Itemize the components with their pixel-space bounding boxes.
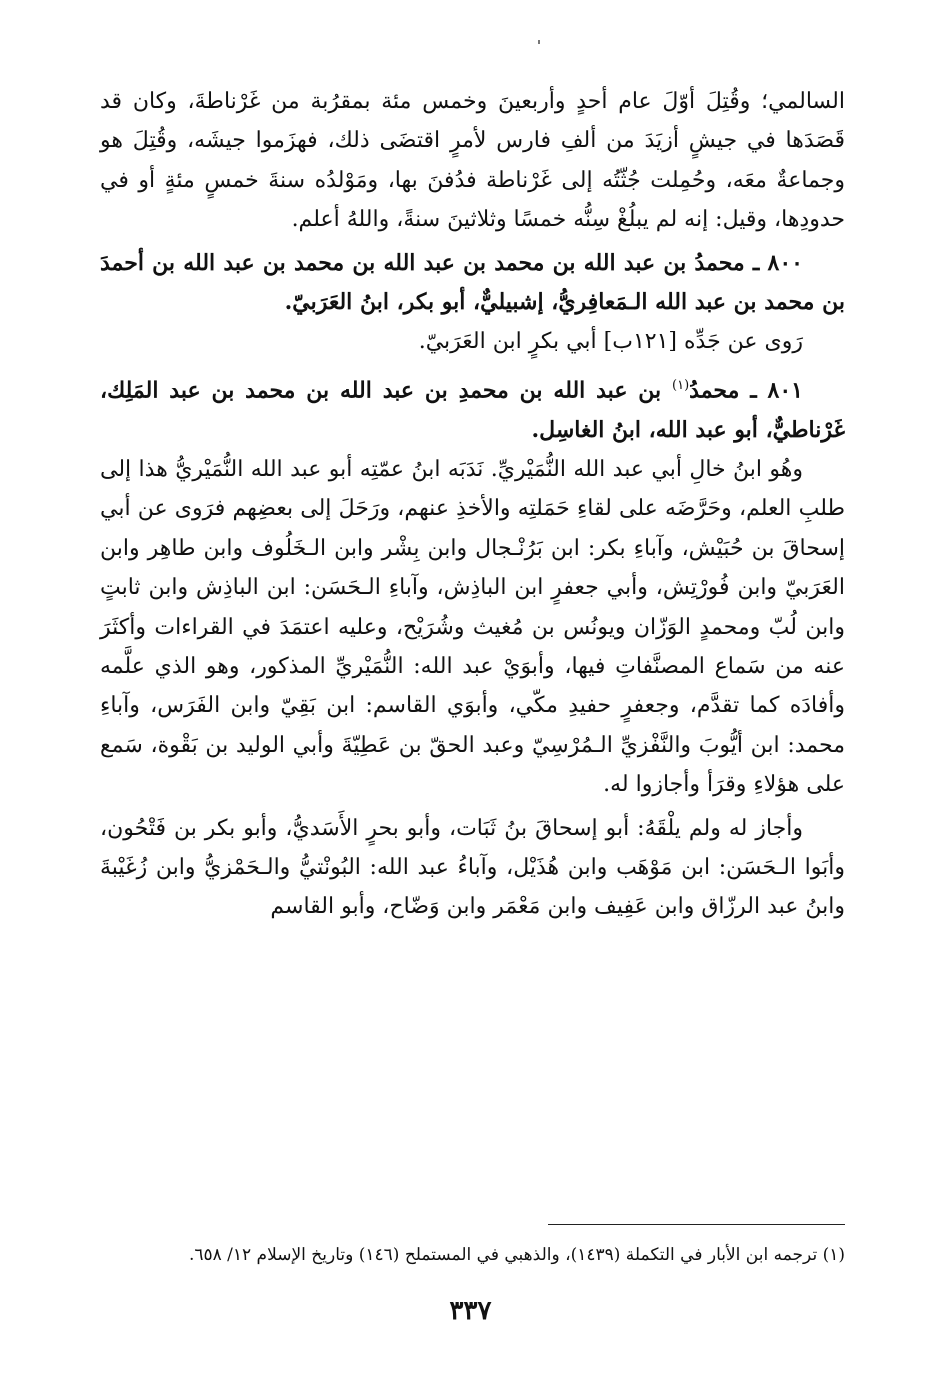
top-speck	[538, 40, 540, 44]
page-number: ٣٣٧	[449, 1296, 492, 1326]
entry-heading-800: ٨٠٠ ـ محمدُ بن عبد الله بن محمد بن عبد الله بن محمد بن عبد الله بن أحمدَ بن محمد بن عبد الله الـمَعافِريُّ، إشبيليٌّ، أبو بكر، ابنُ العَرَبيّ.	[100, 249, 845, 316]
paragraph-801-licenses: وأجاز له ولم يلْقَهُ: أبو إسحاقَ بنُ ثَبَات، وأبو بحرٍ الأَسَديُّ، وأبو بكر بن فَتْحُون، وأبَوا الـحَسَن: ابن مَوْهَب وابن هُذَيْل، وآباءُ عبد الله: البُونْتيُّ والـحَمْزيُّ وابن زُغَيْبةَ وابنُ عبد الرزّاق وابن عَفِيف وابن مَعْمَر وابن وَضّاح، وأبو القاسم	[100, 815, 845, 920]
entry-801-lineage: بن عبد الله بن محمدِ بن عبد الله بن محمد بن عبد المَلِك، غَرْناطيٌّ، أبو عبد الله، ابنُ الغاسِل.	[100, 377, 845, 443]
footnote-divider	[548, 1224, 845, 1225]
entry-heading-801	[100, 366, 845, 450]
paragraph-continuation: السالمي؛ وقُتِلَ أوّلَ عام أحدٍ وأربعينَ وخمس مئة بمقرُبة من غَرْناطةَ، وكان قد قَصَدَها في جيشٍ أزيَدَ من ألفِ فارس لأمرٍ اقتضَى ذلك، فهزَموا جيشَه، وقُتِلَ هو وجماعةٌ معَه، وحُمِلت جُثّتُه إلى غَرْناطة فدُفنَ بها، ومَوْلدُه سنةَ خمسٍ مئةٍ أو في حدودِها، وقيل: إنه لم يبلُغْ سِنُّه خمسًا وثلاثينَ سنةً، واللهُ أعلم.	[100, 89, 845, 233]
main-text	[100, 82, 845, 927]
footnote: (١) ترجمه ابن الأبار في التكملة (١٤٣٩)، والذهبي في المستملح (١٤٦) وتاريخ الإسلام ١٢/ ٦٥٨.	[188, 1245, 845, 1265]
paragraph-800: رَوى عن جَدِّه [١٢١ب] أبي بكرٍ ابن العَرَبيّ.	[418, 329, 803, 355]
footnote-reference: (١)	[672, 377, 690, 393]
entry-801-name: ٨٠١ ـ محمدُ	[689, 377, 803, 404]
paragraph-801-teachers: وهُو ابنُ خالِ أبي عبد الله النُّمَيْريِّ. نَدَبَه ابنُ عمّتِه أبو عبد الله النُّمَيْريُّ هذا إلى طلبِ العلم، وحَرَّضَه على لقاءِ حَمَلتِه والأخذِ عنهم، ورَحَلَ إلى بعضِهم فرَوى عن أبي إسحاقَ بن حُبَيْش، وآباءِ بكر: ابن بَرُنْـجال وابن بِشْر وابن الـخَلُوف وابن طاهِر وابن العَرَبيّ وابن فُورْتِش، وأبي جعفرٍ ابن الباذِش، وآباءِ الـحَسَن: ابن الباذِش وابن ثابتٍ وابن لُبّ ومحمدٍ الوَزّان ويونُس بن مُغيث وشُرَيْح، وعليه اعتمَدَ في القراءات وأكثَرَ عنه من سَماع المصنَّفاتِ فيها، وأبوَيْ عبد الله: النُّمَيْريِّ المذكور، وهو الذي علَّمه وأفادَه كما تقدَّم، وجعفرٍ حفيدِ مكّي، وأبوَي القاسم: ابن بَقِيّ وابن الفَرَس، وآباءِ محمد: ابن أيُّوبَ والنَّفْزيِّ الـمُرْسِيّ وعبد الحقّ بن عَطِيّةَ وأبي الوليد بن بَقْوة، سَمع على هؤلاءِ وقرَأ وأجازوا له.	[100, 456, 845, 798]
